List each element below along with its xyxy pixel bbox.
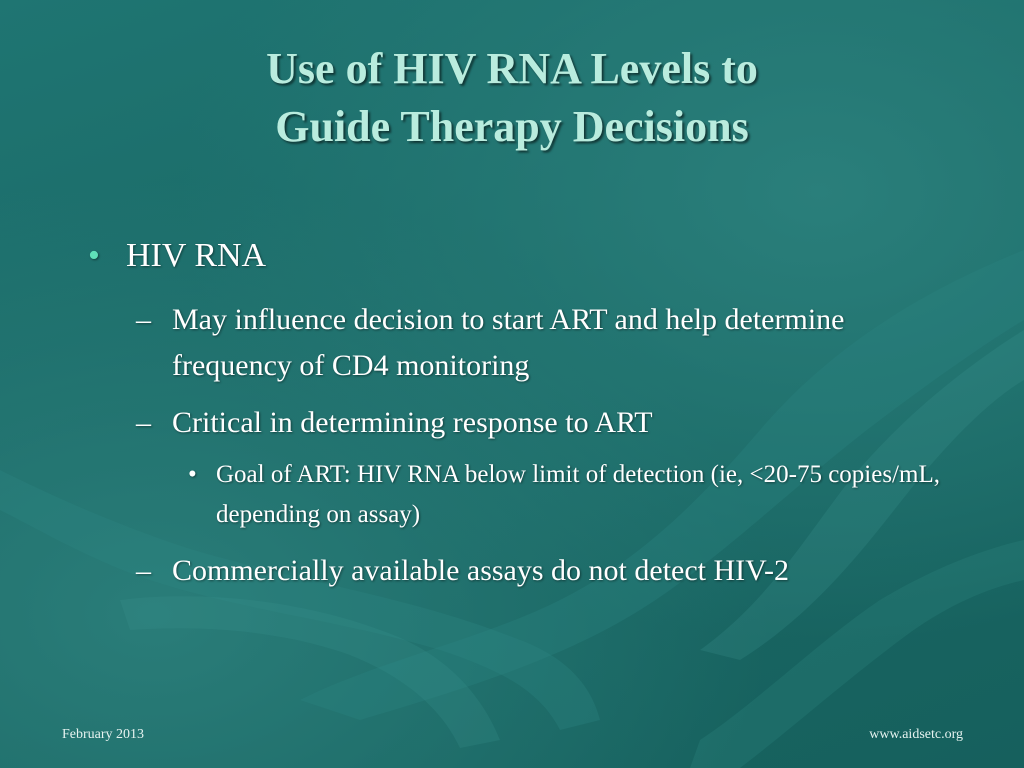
footer-date: February 2013 bbox=[62, 727, 145, 742]
slide-title-line-2: Guide Therapy Decisions bbox=[275, 102, 749, 151]
sub-sub-bullet-text: Goal of ART: HIV RNA below limit of detection (ie, <20-75 copies/mL, depending on assay) bbox=[216, 461, 940, 528]
sub-bullet-3 bbox=[136, 548, 936, 594]
sub-sub-bullet bbox=[188, 455, 948, 535]
bullet-text: HIV RNA bbox=[126, 237, 267, 274]
sub-bullet-text: Commercially available assays do not detect HIV-2 bbox=[172, 554, 790, 587]
sub-bullet-text: Critical in determining response to ART bbox=[172, 406, 653, 439]
dash-marker: – bbox=[136, 406, 151, 439]
bullet-marker: • bbox=[188, 461, 197, 488]
bullet-marker: • bbox=[88, 237, 100, 274]
sub-bullet-text: May influence decision to start ART and help determine frequency of CD4 monitoring bbox=[172, 303, 845, 382]
bullet-level-1 bbox=[88, 232, 266, 280]
sub-bullet-2 bbox=[136, 400, 936, 446]
dash-marker: – bbox=[136, 303, 151, 336]
dash-marker: – bbox=[136, 554, 151, 587]
sub-bullet-1 bbox=[136, 297, 936, 389]
footer-website: www.aidsetc.org bbox=[869, 727, 963, 742]
slide-title-line-1: Use of HIV RNA Levels to bbox=[266, 44, 758, 93]
slide-title bbox=[0, 40, 1024, 156]
